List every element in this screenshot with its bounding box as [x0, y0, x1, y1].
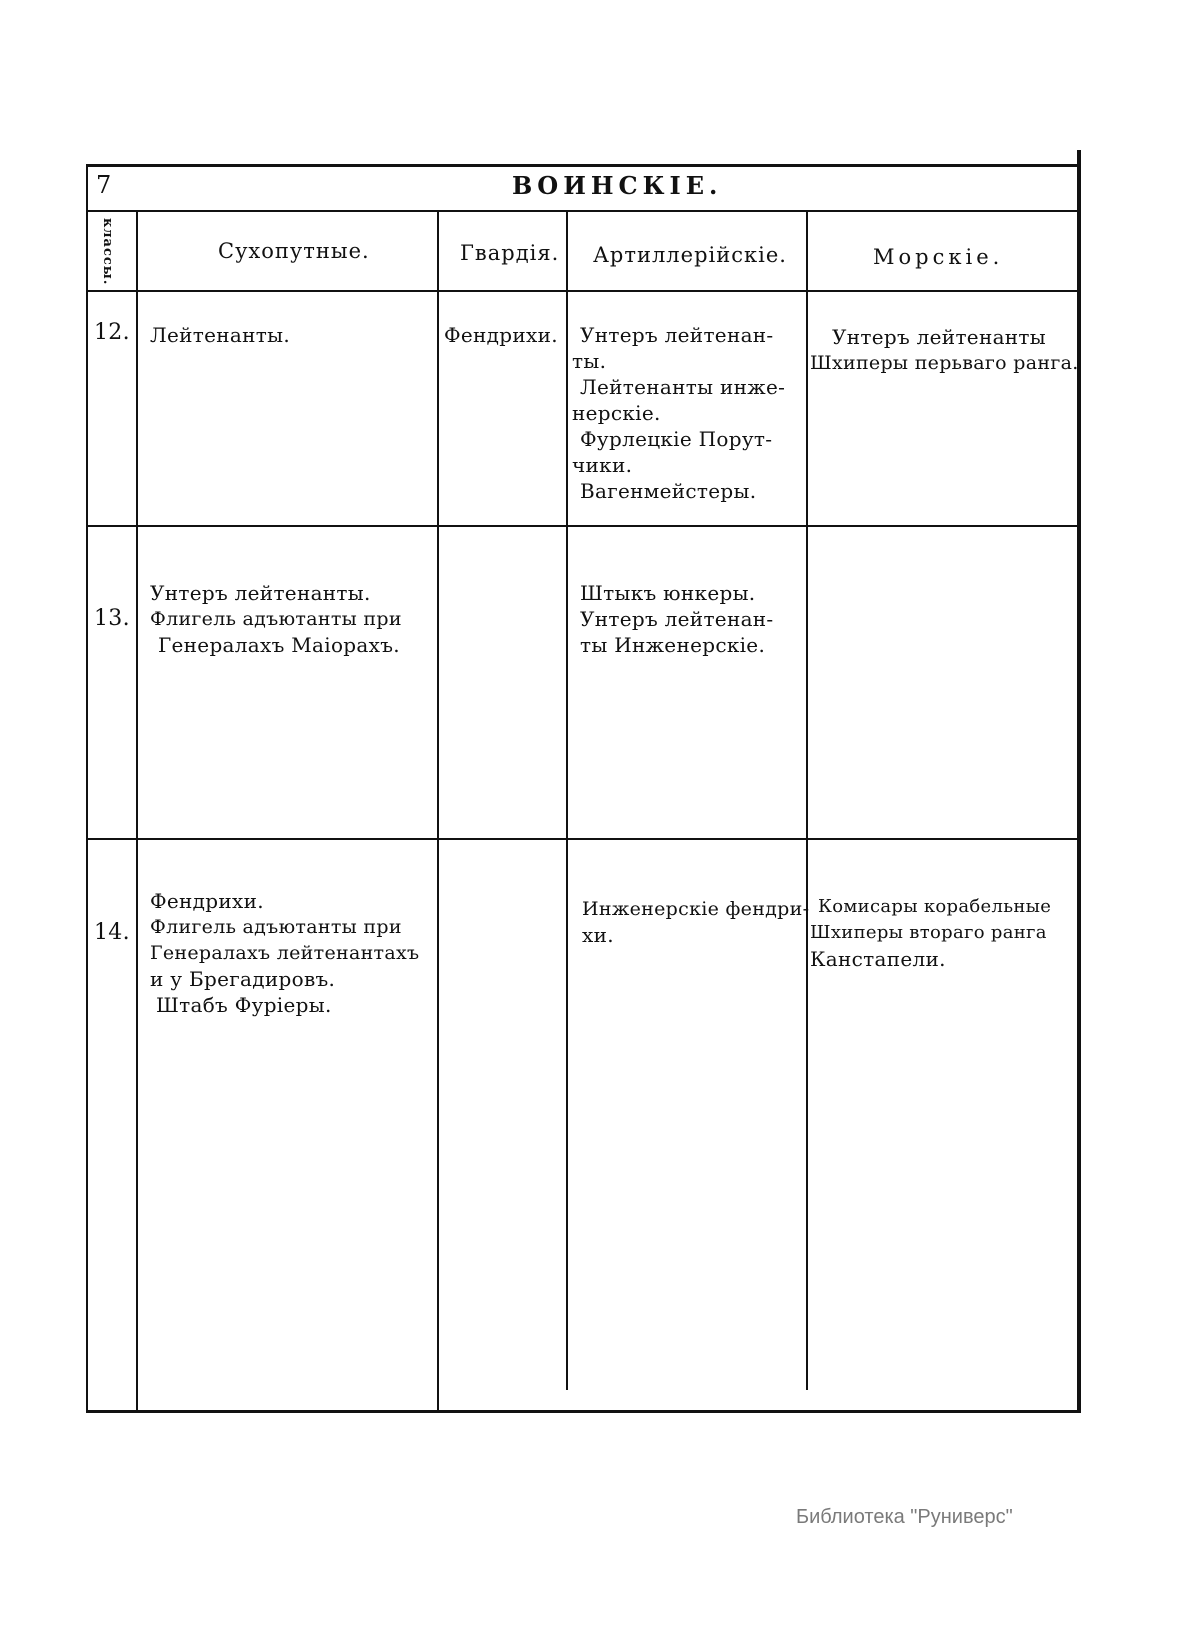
row14-col1-line: Фендрихи.: [150, 889, 264, 913]
table-bottom-rule: [86, 1410, 1081, 1413]
row13-col1-line: Унтеръ лейтенанты.: [150, 581, 371, 605]
col3-col4-divider: [806, 210, 808, 1390]
row13-col3-line: Штыкъ юнкеры.: [580, 581, 756, 605]
page-title: ВОИНСКІЕ.: [512, 171, 723, 200]
title-bottom-rule: [86, 210, 1081, 212]
row12-col3-line: Фурлецкіе Порут-: [580, 427, 773, 451]
row14-col3-line: Инженерскіе фендри-: [582, 898, 810, 920]
row14-col4-line: Комисары корабельные: [818, 896, 1052, 917]
row-number: 12.: [94, 320, 130, 345]
row14-col1-line: Штабъ Фуріеры.: [156, 993, 332, 1017]
row12-col3-line: ты.: [572, 349, 607, 373]
page-number: 7: [96, 171, 112, 199]
row14-col1-line: Флигель адъютанты при: [150, 916, 402, 938]
header-col2: Гвардія.: [460, 241, 560, 265]
col1-col2-divider: [437, 210, 439, 1410]
row12-col3-line: нерскіе.: [572, 401, 661, 425]
right-border: [1077, 150, 1081, 1412]
classes-col-divider: [136, 210, 138, 1410]
header-col3: Артиллерійскіе.: [593, 243, 787, 267]
row-number: 13.: [94, 606, 130, 631]
row14-col3-line: хи.: [582, 923, 614, 947]
header-bottom-rule: [86, 290, 1081, 292]
row13-col3-line: ты Инженерскіе.: [580, 633, 766, 657]
table-top-rule: [86, 164, 1081, 167]
row12-col4-line: Шхиперы перьваго ранга.: [810, 352, 1079, 374]
row13-col3-line: Унтеръ лейтенан-: [580, 607, 774, 631]
row13-col1-line: Генералахъ Маіорахъ.: [158, 633, 400, 657]
row12-bottom-rule: [86, 525, 1081, 527]
col2-col3-divider: [566, 210, 568, 1390]
row14-col4-line: Канстапели.: [810, 947, 946, 971]
row-number: 14.: [94, 920, 130, 945]
library-watermark: Библиотека "Руниверс": [796, 1506, 1013, 1528]
row14-col1-line: Генералахъ лейтенантахъ: [150, 942, 420, 964]
row13-col1-line: Флигель адъютанты при: [150, 608, 402, 630]
row12-col3-line: чики.: [572, 453, 633, 477]
row12-col3-line: Лейтенанты инже-: [580, 375, 786, 399]
row14-col1-line: и у Брегадировъ.: [150, 967, 336, 991]
header-col4: Морскіе.: [873, 245, 1004, 269]
row12-col2-line: Фендрихи.: [444, 323, 558, 347]
row12-col1-line: Лейтенанты.: [150, 323, 290, 347]
header-col1: Сухопутные.: [218, 239, 370, 263]
row14-col4-line: Шхиперы втораго ранга: [810, 922, 1047, 943]
row12-col3-line: Унтеръ лейтенан-: [580, 323, 774, 347]
row12-col3-line: Вагенмейстеры.: [580, 479, 757, 503]
row13-bottom-rule: [86, 838, 1081, 840]
row12-col4-line: Унтеръ лейтенанты: [832, 325, 1047, 349]
classes-label: классы.: [100, 218, 115, 286]
left-border: [86, 164, 88, 1412]
